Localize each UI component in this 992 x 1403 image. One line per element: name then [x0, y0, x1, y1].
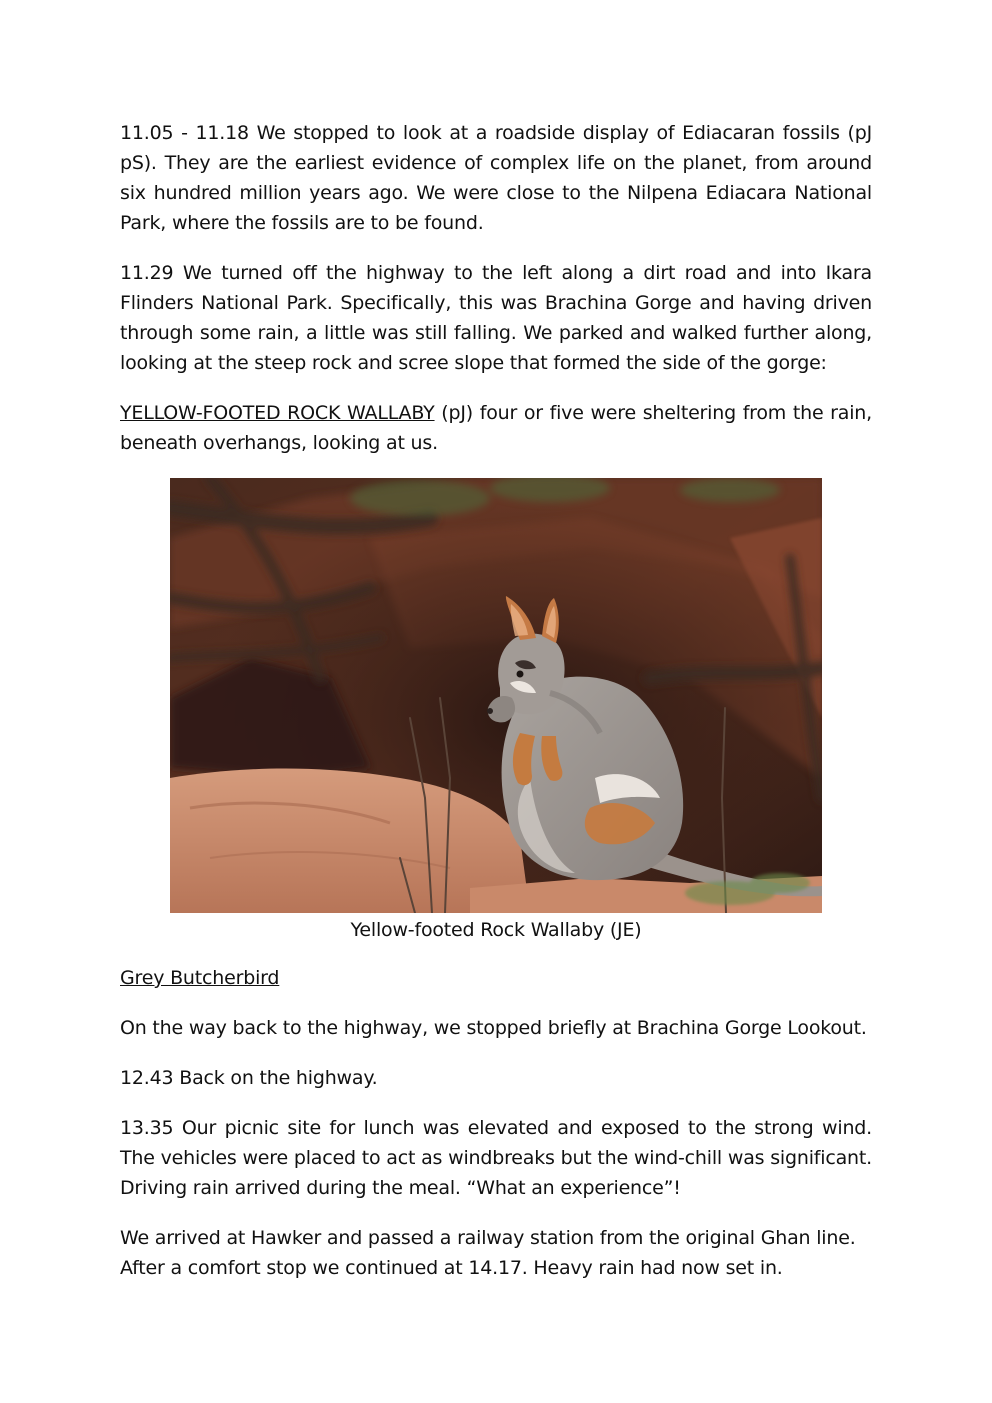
paragraph-hawker: We arrived at Hawker and passed a railway station from the original Ghan line. After a comfort stop we continued at 14.17. Heavy rain had now set in.	[120, 1227, 856, 1279]
paragraph-wallaby	[120, 398, 872, 458]
species-name-wallaby: YELLOW-FOOTED ROCK WALLABY	[120, 402, 435, 424]
paragraph-highway: 12.43 Back on the highway.	[120, 1067, 378, 1089]
paragraph-butcherbird	[120, 963, 872, 993]
species-name-butcherbird: Grey Butcherbird	[120, 967, 280, 989]
paragraph-lookout: On the way back to the highway, we stopped briefly at Brachina Gorge Lookout.	[120, 1017, 867, 1039]
document-page	[120, 118, 872, 1303]
paragraph-fossils: 11.05 - 11.18 We stopped to look at a roadside display of Ediacaran fossils (pJ pS). They are the earliest evidence of complex life on the planet, from around six hundred million years ago. We were close to the Nilpena Ediacara National Park, where the fossils are to be found.	[120, 122, 872, 234]
photo-caption: Yellow-footed Rock Wallaby (JE)	[350, 919, 642, 941]
paragraph-brachina-gorge: 11.29 We turned off the highway to the left along a dirt road and into Ikara Flinders National Park. Specifically, this was Brachina Gorge and having driven through some rain, a little was still falling. We parked and walked further along, looking at the steep rock and scree slope that formed the side of the gorge:	[120, 262, 872, 374]
wallaby-description: (pJ) four or five were sheltering from the rain, beneath overhangs, looking at us.	[120, 402, 872, 454]
wallaby-photo	[170, 478, 822, 913]
paragraph-picnic: 13.35 Our picnic site for lunch was elevated and exposed to the strong wind. The vehicles were placed to act as windbreaks but the wind-chill was significant. Driving rain arrived during the meal. “What an experience”!	[120, 1117, 872, 1199]
